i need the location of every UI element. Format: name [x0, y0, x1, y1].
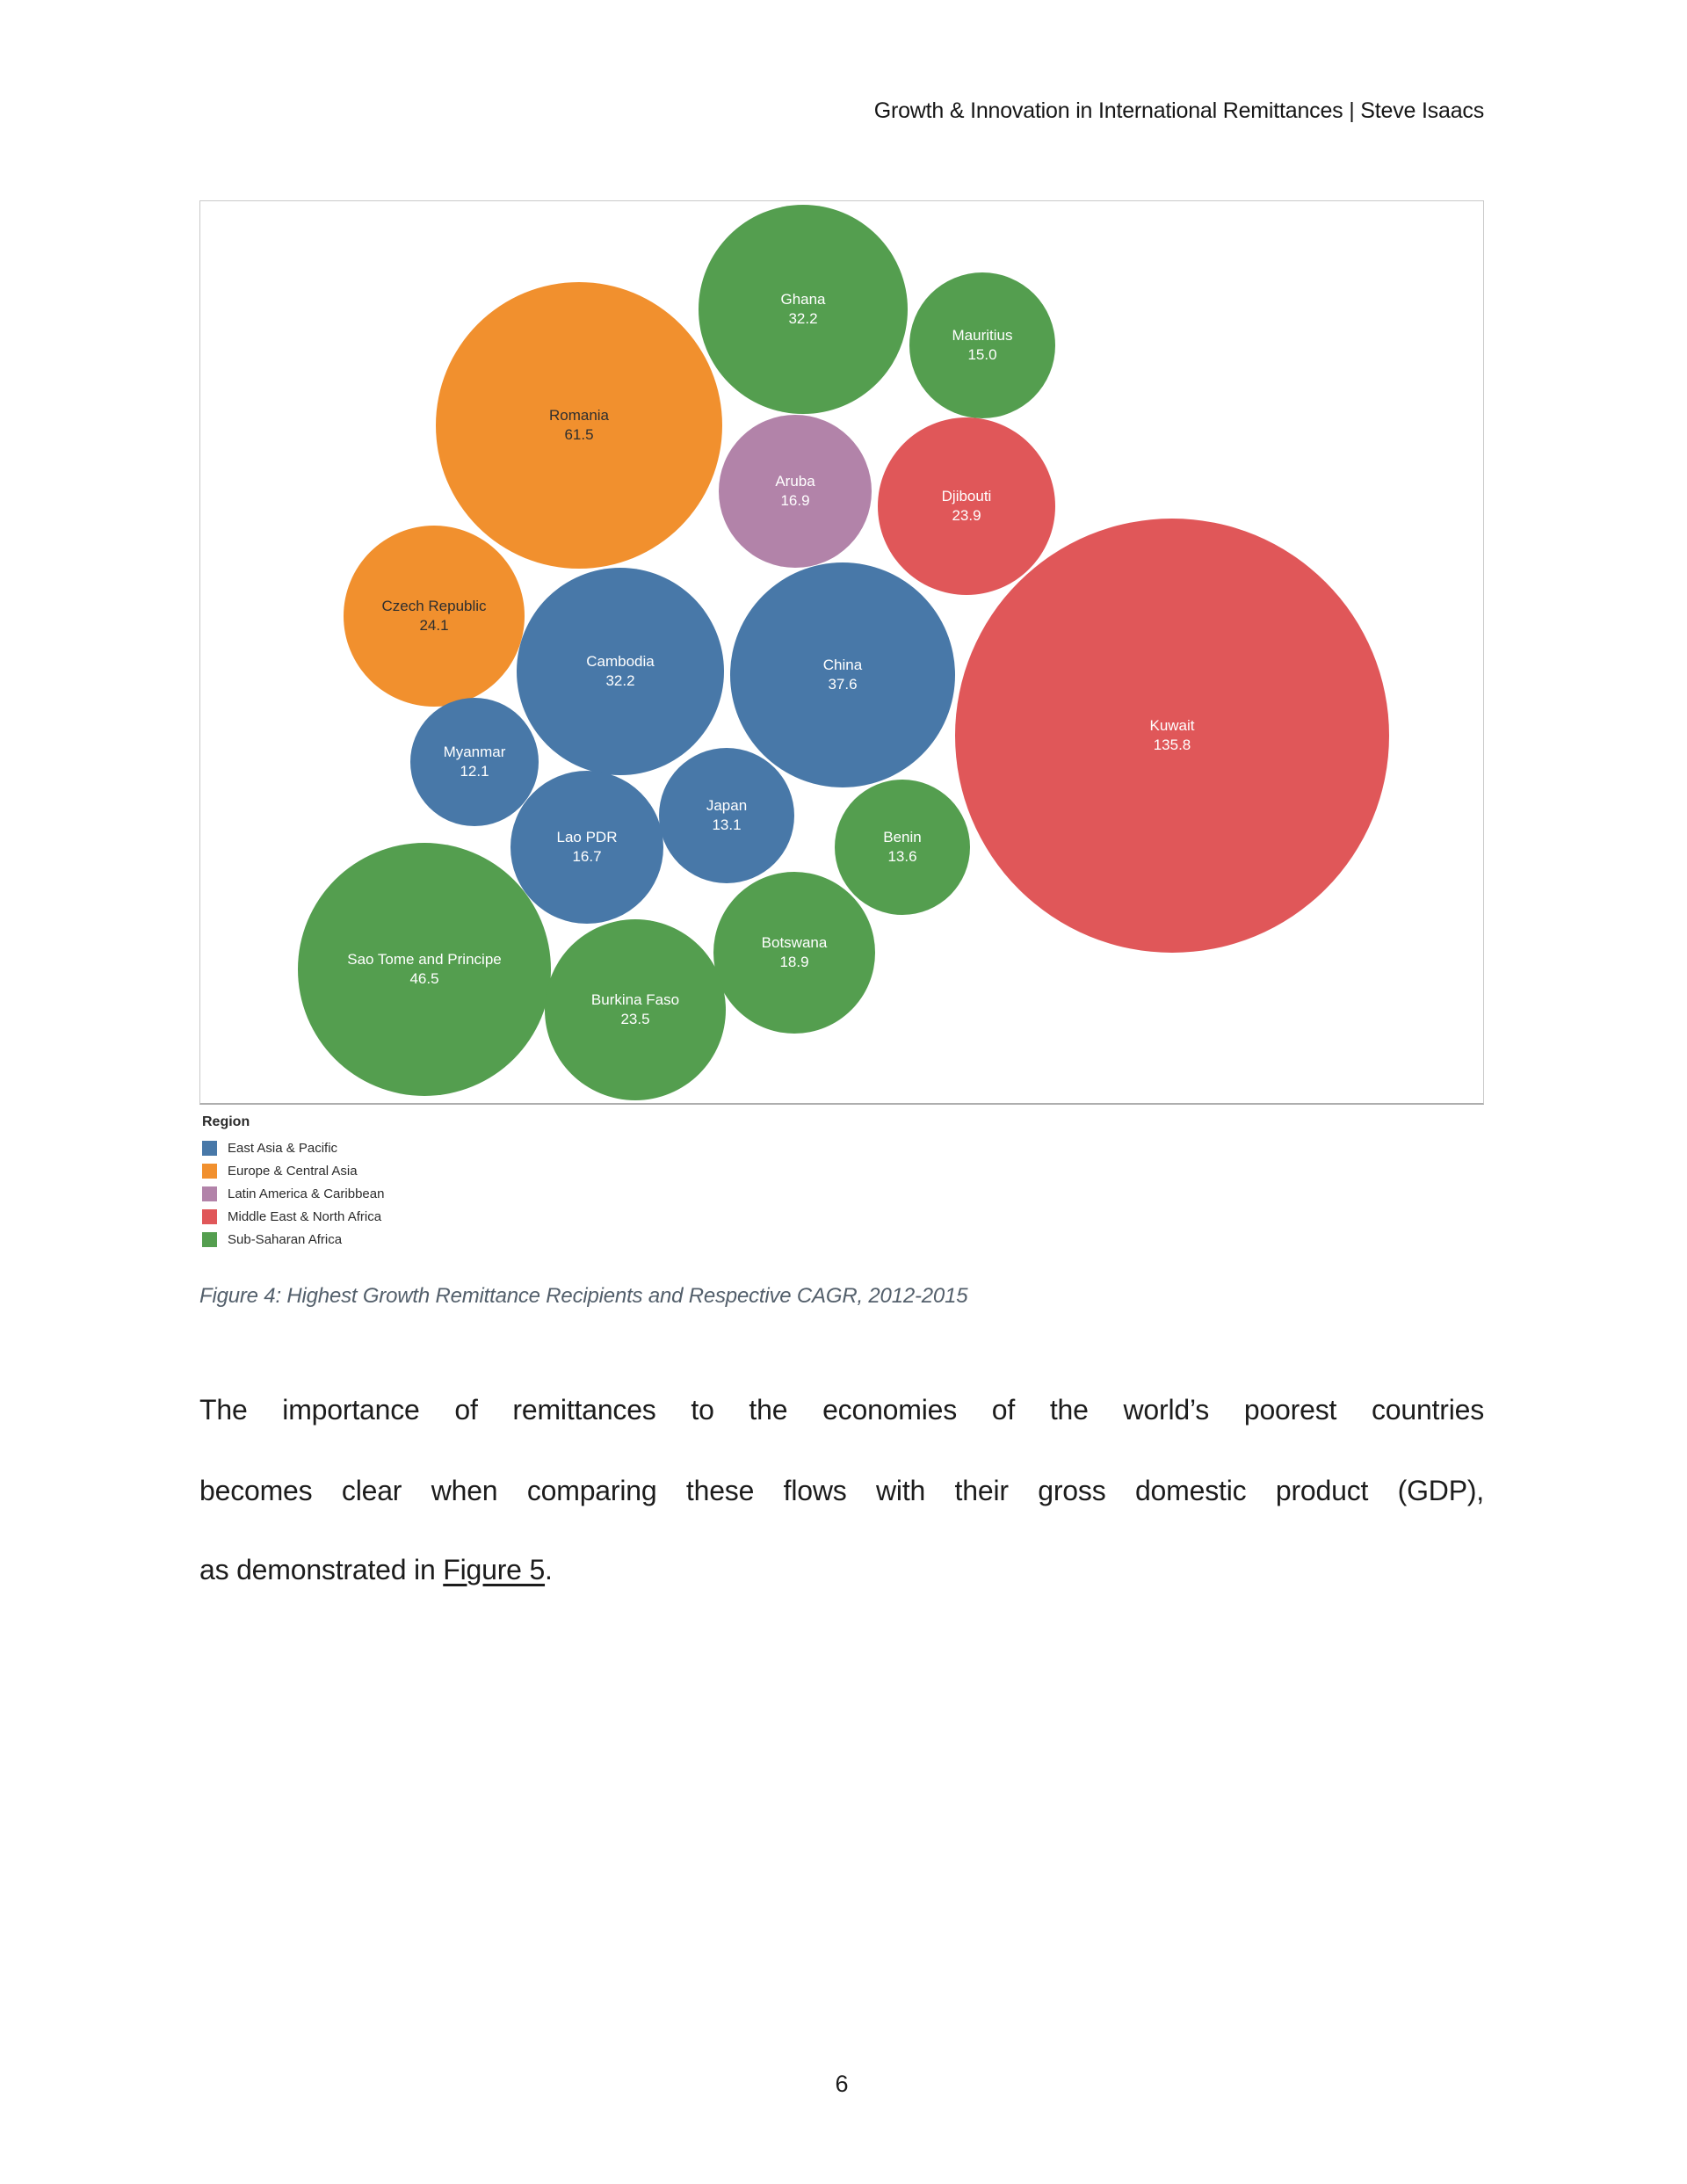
bubble-country-label: Benin — [883, 828, 922, 845]
legend-swatch-icon — [202, 1186, 217, 1201]
body-line-3-prefix: as demonstrated in — [199, 1554, 444, 1585]
bubble-country-label: Burkina Faso — [590, 990, 680, 1008]
bubble-romania — [436, 282, 722, 569]
legend-title: Region — [202, 1114, 250, 1129]
bubble-lao-pdr — [510, 771, 663, 924]
body-paragraph-line-1: The importance of remittances to the economies of the world’s poorest countries — [199, 1394, 1484, 1426]
bubble-country-label: Sao Tome and Principe — [347, 950, 502, 968]
bubble-burkina-faso — [545, 919, 726, 1100]
legend-swatch-icon — [202, 1209, 217, 1224]
bubble-value-label: 12.1 — [460, 763, 489, 780]
legend-item-label: Sub-Saharan Africa — [228, 1231, 343, 1247]
bubble-value-label: 23.9 — [952, 507, 981, 524]
page-number: 6 — [835, 2071, 849, 2097]
bubble-country-label: Djibouti — [941, 487, 992, 504]
bubble-country-label: Czech Republic — [381, 597, 487, 614]
body-line-3-suffix: . — [545, 1554, 553, 1585]
bubble-country-label: Kuwait — [1149, 716, 1195, 734]
bubble-country-label: Ghana — [780, 290, 826, 308]
bubble-country-label: Botswana — [761, 933, 828, 951]
bubble-value-label: 18.9 — [779, 954, 809, 970]
bubble-value-label: 13.1 — [712, 816, 742, 833]
bubble-value-label: 61.5 — [564, 426, 594, 443]
bubble-japan — [659, 748, 794, 883]
legend-swatch-icon — [202, 1232, 217, 1247]
bubble-aruba — [719, 415, 872, 568]
bubble-country-label: Mauritius — [952, 326, 1013, 344]
bubble-value-label: 23.5 — [620, 1011, 650, 1027]
bubble-value-label: 32.2 — [605, 672, 635, 689]
bubble-value-label: 135.8 — [1153, 736, 1191, 753]
bubble-country-label: Lao PDR — [556, 828, 618, 845]
body-paragraph-line-2: becomes clear when comparing these flows with their gross domestic product (GDP), — [199, 1475, 1484, 1506]
bubble-country-label: China — [822, 656, 863, 673]
legend-item-middle-east-north-africa — [202, 1205, 384, 1228]
bubble-djibouti — [878, 417, 1055, 595]
bubble-china — [730, 562, 955, 787]
bubble-mauritius — [909, 272, 1055, 418]
legend-item-label: Middle East & North Africa — [228, 1208, 382, 1224]
legend-swatch-icon — [202, 1164, 217, 1179]
bubble-country-label: Japan — [706, 796, 748, 814]
bubble-value-label: 24.1 — [419, 617, 449, 634]
bubble-botswana — [713, 872, 875, 1034]
bubble-sao-tome-and-principe — [298, 843, 551, 1096]
legend-item-label: Latin America & Caribbean — [228, 1186, 385, 1201]
legend-item-east-asia-pacific — [202, 1136, 384, 1159]
bubble-value-label: 16.7 — [572, 848, 602, 865]
bubble-chart — [199, 200, 1484, 1105]
bubble-value-label: 15.0 — [967, 346, 997, 363]
body-paragraph-line-3 — [199, 1554, 1484, 1586]
bubble-value-label: 32.2 — [788, 310, 818, 327]
legend-item-label: East Asia & Pacific — [228, 1140, 338, 1156]
legend-item-sub-saharan-africa — [202, 1228, 384, 1251]
legend-item-latin-america-caribbean — [202, 1182, 384, 1205]
bubble-value-label: 13.6 — [887, 848, 917, 865]
page-header: Growth & Innovation in International Remittances | Steve Isaacs — [873, 98, 1484, 123]
bubble-value-label: 16.9 — [780, 492, 810, 509]
bubble-kuwait — [955, 519, 1389, 953]
legend-item-europe-central-asia — [202, 1159, 384, 1182]
legend-swatch-icon — [202, 1141, 217, 1156]
figure-caption: Figure 4: Highest Growth Remittance Recipients and Respective CAGR, 2012-2015 — [199, 1284, 968, 1308]
bubble-benin — [835, 780, 970, 915]
bubble-czech-republic — [344, 526, 525, 707]
legend-item-label: Europe & Central Asia — [228, 1163, 358, 1179]
chart-legend — [202, 1114, 384, 1251]
figure-5-link[interactable]: Figure 5 — [443, 1554, 546, 1585]
bubble-country-label: Aruba — [775, 472, 815, 490]
bubble-cambodia — [517, 568, 724, 775]
legend-items — [202, 1136, 384, 1251]
bubble-myanmar — [410, 698, 539, 826]
bubble-value-label: 37.6 — [828, 676, 858, 693]
bubble-country-label: Myanmar — [443, 743, 506, 760]
bubble-country-label: Cambodia — [586, 652, 655, 670]
bubble-ghana — [699, 205, 908, 414]
bubble-country-label: Romania — [548, 406, 610, 424]
bubble-value-label: 46.5 — [409, 970, 439, 987]
